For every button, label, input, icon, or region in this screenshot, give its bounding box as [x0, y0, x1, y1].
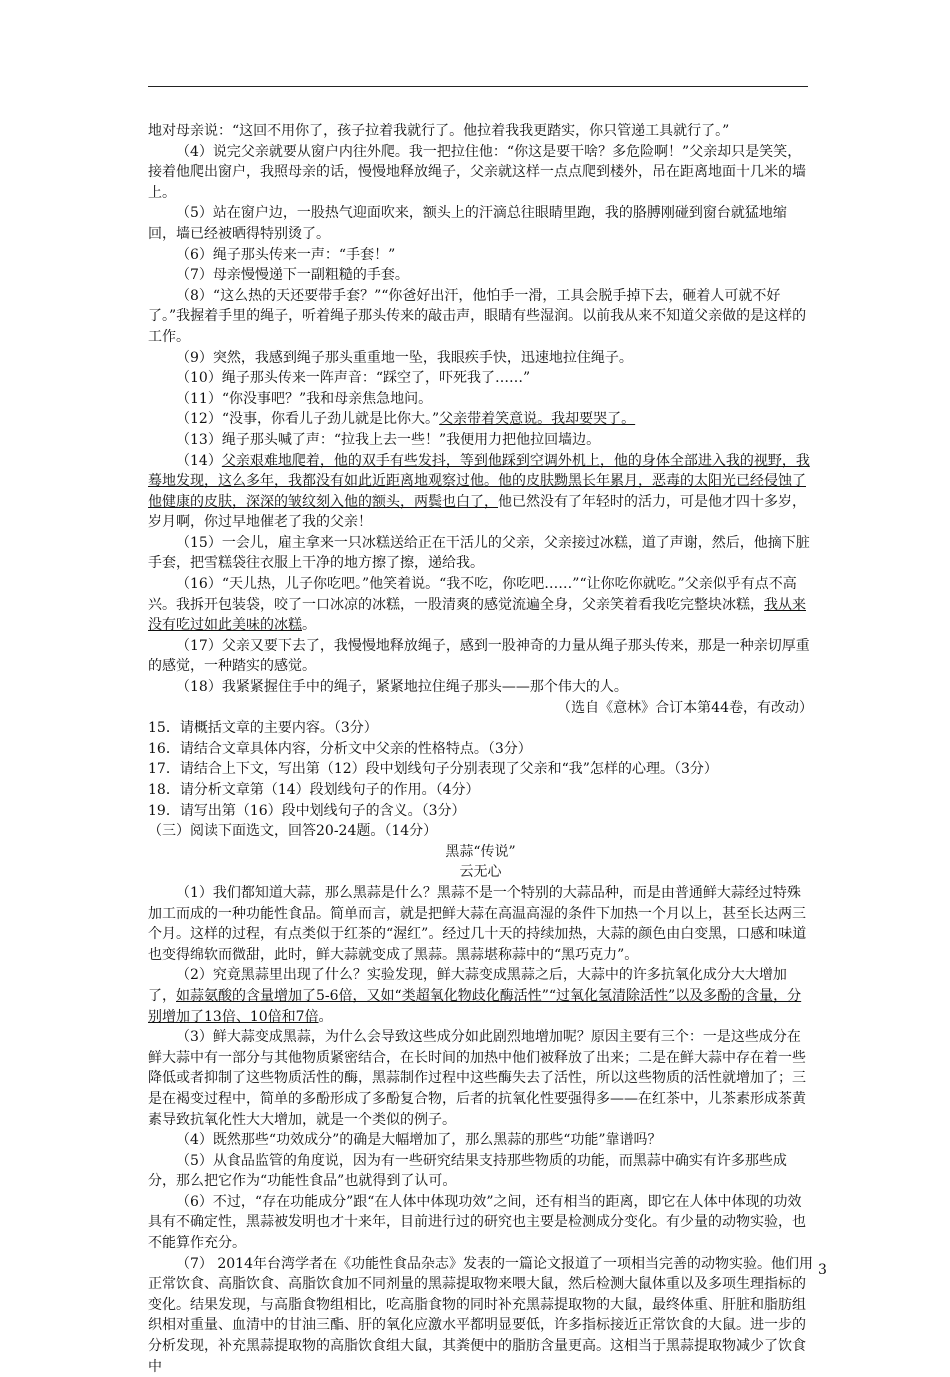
paragraph-14 — [148, 451, 813, 533]
paragraph-16-end: 。 — [302, 617, 316, 634]
paragraph-13: （13）绳子那头喊了声：“拉我上去一些！”我便用力把他拉回墙边。 — [176, 431, 601, 448]
page-number: 3 — [818, 1262, 827, 1278]
section3-paragraph-7: （7） 2014年台湾学者在《功能性食品杂志》发表的一篇论文报道了一项相当完善的动物实验。他们用正常饮食、高脂饮食、高脂饮食加不同剂量的黑蒜提取物来喂大鼠，然后检测大鼠体重以及多项生理指标的变化。结果发现，与高脂食物组相比，吃高脂食物的同时补充黑蒜提取物的大鼠，最终体重、肝脏和脂肪组织相对重量、血清中的甘油三酯、肝的氧化应激水平都明显要低，许多指标接近正常饮食的大鼠。进一步的分析发现，补充黑蒜提取物的高脂饮食组大鼠，其粪便中的脂肪含量更高。这相当于黑蒜提取物减少了饮食中 — [148, 1255, 813, 1375]
article-title: 黑蒜“传说” — [445, 843, 516, 860]
section3-paragraph-6: （6）不过，“存在功能成分”跟“在人体中体现功效”之间，还有相当的距离，即它在人体中体现的功效具有不确定性，黑蒜被发明也才十来年，目前进行过的研究也主要是检测成分变化。有少量的动物实验，也不能算作充分。 — [148, 1193, 806, 1252]
section3-paragraph-4: （4）既然那些“功效成分”的确是大幅增加了，那么黑蒜的那些“功能”靠谱吗？ — [176, 1132, 662, 1149]
section3-paragraph-2 — [148, 965, 813, 1027]
paragraph-18: （18）我紧紧握住手中的绳子，紧紧地拉住绳子那头——那个伟大的人。 — [176, 679, 628, 696]
article-source: （选自《意林》合订本第44卷，有改动） — [557, 699, 813, 716]
page-content — [148, 121, 813, 1377]
question-15: 15．请概括文章的主要内容。（3分） — [148, 720, 378, 737]
underlined-sentence-12: 父亲带着笑意说。我却要哭了。 — [439, 411, 636, 428]
question-19: 19．请写出第（16）段中划线句子的含义。（3分） — [148, 802, 466, 819]
section3-paragraph-1: （1）我们都知道大蒜，那么黑蒜是什么？黑蒜不是一个特别的大蒜品种，而是由普通鲜大蒜经过特殊加工而成的一种功能性食品。简单而言，就是把鲜大蒜在高温高湿的条件下加热一个月以上，甚至长达两三个月。这样的过程，有点类似于红茶的“渥红”。经过几十天的持续加热，大蒜的颜色由白变黑，口感和味道也变得绵软而微甜，此时，鲜大蒜就变成了黑蒜。黑蒜堪称蒜中的“黑巧克力”。 — [148, 884, 807, 963]
section3-paragraph-5: （5）从食品监管的角度说，因为有一些研究结果支持那些物质的功能，而黑蒜中确实有许多那些成分，那么把它作为“功能性食品”也就得到了认可。 — [148, 1152, 787, 1190]
paragraph-14-number: （14） — [176, 452, 222, 469]
paragraph-16-text: （16）“天儿热，儿子你吃吧。”他笑着说。“我不吃，你吃吧……”“让你吃你就吃。”父亲似乎有点不高兴。我拆开包装袋，咬了一口冰凉的冰糕，一股清爽的感觉流遍全身，父亲笑着看我吃完整块冰糕， — [148, 576, 797, 613]
question-18: 18．请分析文章第（14）段划线句子的作用。（4分） — [148, 782, 480, 798]
question-16: 16．请结合文章具体内容，分析文中父亲的性格特点。（3分） — [148, 740, 532, 757]
section3-paragraph-2-text: （2）究竟黑蒜里出现了什么？实验发现，鲜大蒜变成黑蒜之后，大蒜中的许多抗氧化成分大大增加了， — [148, 967, 787, 1004]
paragraph-6: （6）绳子那头传来一声：“手套！” — [176, 246, 396, 263]
paragraph-11: （11）“你没事吧？”我和母亲焦急地问。 — [176, 390, 433, 407]
paragraph-14-text: 他已然没有了年轻时的活力，可是他才四十多岁，岁月啊，你过早地催老了我的父亲！ — [148, 493, 806, 531]
paragraph-7: （7）母亲慢慢递下一副粗糙的手套。 — [176, 267, 409, 284]
paragraph-8: （8）“这么热的天还要带手套？”“你爸好出汗，他怕手一滑，工具会脱手掉下去，砸着人可就不好了。”我握着手里的绳子，听着绳子那头传来的敲击声，眼睛有些湿润。以前我从来不知道父亲做的是这样的工作。 — [148, 287, 807, 345]
section3-paragraph-2-end: 。 — [318, 1008, 333, 1025]
paragraph-5: （5）站在窗户边，一股热气迎面吹来，额头上的汗滴总往眼睛里跑，我的胳膊刚碰到窗台就猛地缩回，墙已经被晒得特别烫了。 — [148, 205, 787, 242]
underlined-sentence-16: 我从来没有吃过如此美味的冰糕 — [148, 596, 806, 634]
section-instruction: （三）阅读下面选文，回答20-24题。（14分） — [148, 823, 438, 840]
article-author: 云无心 — [459, 864, 502, 881]
paragraph-9: （9）突然，我感到绳子那头重重地一坠，我眼疾手快，迅速地拉住绳子。 — [176, 349, 633, 366]
question-17: 17．请结合上下文，写出第（12）段中划线句子分别表现了父亲和“我”怎样的心理。（3分） — [148, 761, 718, 778]
underlined-sentence-14: 父亲艰难地爬着，他的双手有些发抖，等到他踩到空调外机上，他的身体全部进入我的视野，我蓦地发现，这么多年，我都没有如此近距离地观察过他。他的皮肤黝黑长年累月，恶毒的太阳光已经侵蚀了他健康的皮肤，深深的皱纹刻入他的额头，两鬓也白了， — [148, 452, 810, 510]
paragraph-4: （4）说完父亲就要从窗户内往外爬。我一把拉住他：“你这是要干啥？多危险啊！”父亲却只是笑笑，接着他爬出窗户，我照母亲的话，慢慢地释放绳子，父亲就这样一点点爬到楼外，吊在距离地面十几米的墙上。 — [148, 143, 806, 201]
paragraph-12 — [148, 409, 813, 430]
paragraph-17: （17）父亲又要下去了，我慢慢地释放绳子，感到一股神奇的力量从绳子那头传来，那是一种亲切厚重的感觉，一种踏实的感觉。 — [148, 637, 810, 675]
paragraph-16 — [148, 574, 813, 636]
section3-paragraph-3: （3）鲜大蒜变成黑蒜，为什么会导致这些成分如此剧烈地增加呢？原因主要有三个：一是这些成分在鲜大蒜中有一部分与其他物质紧密结合，在长时间的加热中他们被释放了出来；二是在鲜大蒜中存在着一些降低或者抑制了这些物质活性的酶，黑蒜制作过程中这些酶失去了活性，所以这些物质的活性就增加了；三是在褐变过程中，简单的多酚形成了多酚复合物，后者的抗氧化性要强得多——在红茶中，儿茶素形成茶黄素导致抗氧化性大大增加，就是一个类似的例子。 — [148, 1029, 806, 1128]
paragraph-10: （10）绳子那头传来一阵声音：“踩空了，吓死我了……” — [176, 370, 531, 387]
paragraph-continued: 地对母亲说：“这回不用你了，孩子拉着我就行了。他拉着我我更踏实，你只管递工具就行了。” — [148, 123, 730, 139]
paragraph-12-text: （12）“没事，你看儿子劲儿就是比你大。” — [176, 411, 440, 428]
paragraph-15: （15）一会儿，雇主拿来一只冰糕送给正在干活儿的父亲，父亲接过冰糕，道了声谢，然后，他摘下脏手套，把雪糕袋往衣服上干净的地方擦了擦，递给我。 — [148, 534, 810, 572]
header-rule — [148, 86, 808, 87]
underlined-sentence-s2: 如蒜氨酸的含量增加了5-6倍，又如“类超氧化物歧化酶活性”“过氧化氢清除活性”以及多酚的含量，分别增加了13倍、10倍和7倍 — [148, 987, 802, 1025]
